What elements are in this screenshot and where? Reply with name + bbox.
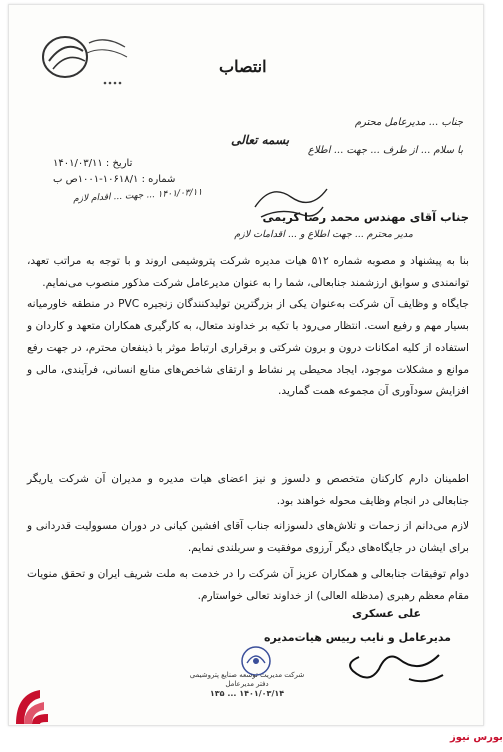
letter-body [27,251,469,403]
handwritten-mid-note: ۱۴۰۱/۰۳/۱۱ ... جهت ... اقدام لازم [72,187,203,205]
stamp-office: دفتر مدیرعامل [225,680,269,688]
company-logo-icon [35,21,131,91]
handwritten-cc-line-1: جناب ... مدیرعامل محترم [354,117,463,128]
body-paragraph-1: بنا به پیشنهاد و مصوبه شماره ۵۱۲ هیات مدیره شرکت پتروشیمی اروند و با توجه به مراتب تعهد، توانمندی و سوابق ارزشمند جنابعالی، شما را به عنوان مدیرعامل شرکت مذکور منصوب می‌نمایم. [27,255,469,289]
number-value: ۱۰۶۱۸/۱-۱۰۰۱ص ب [53,174,139,185]
bourse-news-logo-icon [10,664,56,732]
stamp-company: شرکت مدیریت توسعه صنایع پتروشیمی [189,671,305,679]
body-paragraph-5: دوام توفیقات جنابعالی و همکاران عزیز آن شرکت را در خدمت به ملت شریف ایران و تحقق منویات مقام معظم رهبری (مدظله العالی) از خداوند تعالی خواستارم. [27,567,469,602]
body-paragraph-4: لازم می‌دانم از زحمات و تلاش‌های دلسوزانه جناب آقای افشین کیانی در دوران مسوولیت قدردانی و برای ایشان در جایگاه‌های دیگر آرزوی موفقیت و سربلندی نمایم. [27,520,469,555]
signatory-title: مدیرعامل و نایب رییس هیات‌مدیره [263,631,451,644]
number-line [53,174,175,185]
bourse-news-watermark: بورس نیوز [450,732,503,743]
body-paragraph-2: جایگاه و وظایف آن شرکت به‌عنوان یکی از بزرگترین تولیدکنندگان زنجیره PVC در منطقه خاورمیانه بسیار مهم و رفیع است. انتظار می‌رود با تکیه بر خداوند متعال، به کارگیری همکاران متعهد و کاردان و استفاده از کلیه امکانات درون و برون شرکتی و برقراری ارتباط موثر با ذینفعان محترم، در جهت رفع موانع و مشکلات موجود، ایجاد محیطی پر نشاط و ارتقای شاخص‌های منابع انسانی، فرآیندی، مالی و افزایش سودآوری آن مجموعه همت گمارید. [27,298,469,398]
handwritten-below-addressee: مدیر محترم ... جهت اطلاع و ... اقدامات لازم [234,229,413,240]
number-label: شماره : [141,174,176,185]
stamp-receipt: ۱۴۰۱/۰۳/۱۴ ... ۱۳۵ [209,689,285,698]
date-label: تاریخ : [105,158,133,169]
addressee: جناب آقای مهندس محمد رضا کریمی [262,210,469,224]
document-title: انتصاب [219,57,267,76]
signature-scribble [339,645,449,691]
date-line [53,158,132,169]
date-value: ۱۴۰۱/۰۳/۱۱ [53,158,103,169]
letter-page [8,4,484,726]
letter-body-continued [27,469,469,607]
handwritten-top-note: بسمه تعالی [231,133,290,147]
stamp-text-block [187,671,307,698]
handwritten-cc-line-2: با سلام ... از طرف ... جهت ... اطلاع [307,145,463,156]
body-paragraph-3: اطمینان دارم کارکنان متخصص و دلسوز و نیز اعضای هیات مدیره و مدیران آن شرکت یاریگر جنابعالی در انجام وظایف محوله خواهند بود. [27,473,469,507]
signatory-name: علی عسکری [352,607,421,620]
